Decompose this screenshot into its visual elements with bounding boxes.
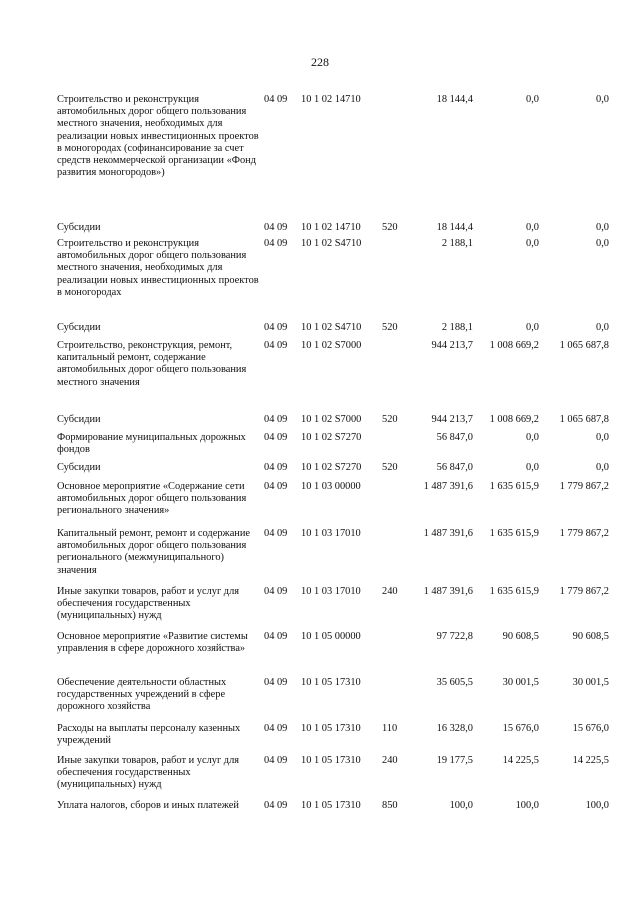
row-value-1: 2 188,1	[441, 238, 473, 249]
row-section: 04 09	[264, 462, 288, 473]
row-section: 04 09	[264, 586, 288, 597]
row-section: 04 09	[264, 414, 288, 425]
row-value-3: 15 676,0	[572, 723, 609, 734]
row-value-2: 0,0	[526, 432, 539, 443]
row-target: 10 1 02 S7000	[301, 340, 362, 351]
row-expense-type: 520	[382, 222, 398, 233]
row-value-3: 0,0	[596, 222, 609, 233]
row-target: 10 1 03 17010	[301, 528, 361, 539]
row-value-1: 1 487 391,6	[423, 481, 473, 492]
row-value-1: 56 847,0	[436, 462, 473, 473]
row-expense-type: 240	[382, 755, 398, 766]
row-value-2: 1 008 669,2	[489, 340, 539, 351]
row-target: 10 1 02 14710	[301, 222, 361, 233]
row-value-3: 1 779 867,2	[559, 528, 609, 539]
row-target: 10 1 03 17010	[301, 586, 361, 597]
row-value-2: 1 635 615,9	[489, 586, 539, 597]
row-target: 10 1 02 14710	[301, 94, 361, 105]
row-section: 04 09	[264, 481, 288, 492]
row-section: 04 09	[264, 677, 288, 688]
row-value-3: 1 065 687,8	[559, 414, 609, 425]
row-name: Расходы на выплаты персоналу казенных учреждений	[57, 723, 241, 747]
row-name: Уплата налогов, сборов и иных платежей	[57, 800, 239, 811]
row-name: Обеспечение деятельности областных государственных учреждений в сфере дорожного хозяйства	[57, 677, 227, 713]
row-value-3: 0,0	[596, 322, 609, 333]
row-target: 10 1 02 S4710	[301, 322, 362, 333]
row-value-1: 19 177,5	[436, 755, 473, 766]
row-value-1: 100,0	[449, 800, 473, 811]
row-value-1: 1 487 391,6	[423, 586, 473, 597]
row-section: 04 09	[264, 528, 288, 539]
row-value-2: 0,0	[526, 462, 539, 473]
row-value-2: 1 635 615,9	[489, 481, 539, 492]
row-target: 10 1 02 S7000	[301, 414, 362, 425]
row-target: 10 1 05 17310	[301, 800, 361, 811]
row-value-2: 15 676,0	[502, 723, 539, 734]
row-value-1: 35 605,5	[436, 677, 473, 688]
row-name: Строительство, реконструкция, ремонт, капитальный ремонт, содержание автомобильных дорог общего пользования местного значения	[57, 340, 247, 388]
row-value-3: 90 608,5	[572, 631, 609, 642]
row-name: Капитальный ремонт, ремонт и содержание автомобильных дорог общего пользования регионального (межмуниципального) значения	[57, 528, 251, 576]
row-value-2: 1 635 615,9	[489, 528, 539, 539]
row-value-2: 0,0	[526, 238, 539, 249]
row-name: Субсидии	[57, 414, 101, 425]
row-value-1: 1 487 391,6	[423, 528, 473, 539]
row-value-2: 1 008 669,2	[489, 414, 539, 425]
row-value-2: 30 001,5	[502, 677, 539, 688]
row-value-2: 0,0	[526, 222, 539, 233]
row-value-3: 1 779 867,2	[559, 586, 609, 597]
row-value-1: 944 213,7	[431, 414, 473, 425]
row-name: Основное мероприятие «Содержание сети автомобильных дорог общего пользования регионального значения»	[57, 481, 247, 517]
row-value-2: 90 608,5	[502, 631, 539, 642]
row-name: Формирование муниципальных дорожных фондов	[57, 432, 246, 456]
row-value-3: 0,0	[596, 462, 609, 473]
row-value-2: 100,0	[515, 800, 539, 811]
row-section: 04 09	[264, 322, 288, 333]
row-expense-type: 520	[382, 322, 398, 333]
row-value-1: 18 144,4	[436, 94, 473, 105]
row-name: Строительство и реконструкция автомобильных дорог общего пользования местного значения, необходимых для реализации новых инвестиционных проектов в моногородах (софинансирование за счет средств некоммерческой организации «Фонд развития моногородов»)	[57, 94, 259, 179]
row-name: Субсидии	[57, 462, 101, 473]
row-target: 10 1 05 00000	[301, 631, 361, 642]
row-target: 10 1 02 S4710	[301, 238, 362, 249]
row-value-1: 2 188,1	[441, 322, 473, 333]
row-expense-type: 110	[382, 723, 398, 734]
row-value-3: 100,0	[585, 800, 609, 811]
row-section: 04 09	[264, 94, 288, 105]
row-value-1: 944 213,7	[431, 340, 473, 351]
row-name: Иные закупки товаров, работ и услуг для обеспечения государственных (муниципальных) нужд	[57, 755, 240, 791]
row-section: 04 09	[264, 340, 288, 351]
row-target: 10 1 02 S7270	[301, 462, 362, 473]
row-expense-type: 850	[382, 800, 398, 811]
row-value-1: 18 144,4	[436, 222, 473, 233]
row-section: 04 09	[264, 755, 288, 766]
row-value-1: 16 328,0	[436, 723, 473, 734]
row-value-1: 97 722,8	[436, 631, 473, 642]
row-expense-type: 240	[382, 586, 398, 597]
row-value-3: 0,0	[596, 432, 609, 443]
row-target: 10 1 05 17310	[301, 723, 361, 734]
row-section: 04 09	[264, 432, 288, 443]
row-section: 04 09	[264, 222, 288, 233]
row-target: 10 1 05 17310	[301, 755, 361, 766]
row-expense-type: 520	[382, 462, 398, 473]
row-section: 04 09	[264, 723, 288, 734]
row-target: 10 1 02 S7270	[301, 432, 362, 443]
row-name: Иные закупки товаров, работ и услуг для обеспечения государственных (муниципальных) нужд	[57, 586, 240, 622]
row-expense-type: 520	[382, 414, 398, 425]
page-number: 228	[311, 55, 329, 69]
row-target: 10 1 03 00000	[301, 481, 361, 492]
row-value-3: 30 001,5	[572, 677, 609, 688]
row-section: 04 09	[264, 631, 288, 642]
row-value-3: 1 065 687,8	[559, 340, 609, 351]
row-section: 04 09	[264, 800, 288, 811]
row-name: Строительство и реконструкция автомобильных дорог общего пользования местного значения, необходимых для реализации новых инвестиционных проектов в моногородах	[57, 238, 259, 298]
row-value-2: 14 225,5	[502, 755, 539, 766]
row-name: Основное мероприятие «Развитие системы управления в сфере дорожного хозяйства»	[57, 631, 248, 655]
row-value-3: 14 225,5	[572, 755, 609, 766]
row-value-3: 1 779 867,2	[559, 481, 609, 492]
row-value-1: 56 847,0	[436, 432, 473, 443]
row-value-2: 0,0	[526, 94, 539, 105]
row-name: Субсидии	[57, 322, 101, 333]
row-value-2: 0,0	[526, 322, 539, 333]
row-target: 10 1 05 17310	[301, 677, 361, 688]
row-name: Субсидии	[57, 222, 101, 233]
row-section: 04 09	[264, 238, 288, 249]
row-value-3: 0,0	[596, 238, 609, 249]
row-value-3: 0,0	[596, 94, 609, 105]
